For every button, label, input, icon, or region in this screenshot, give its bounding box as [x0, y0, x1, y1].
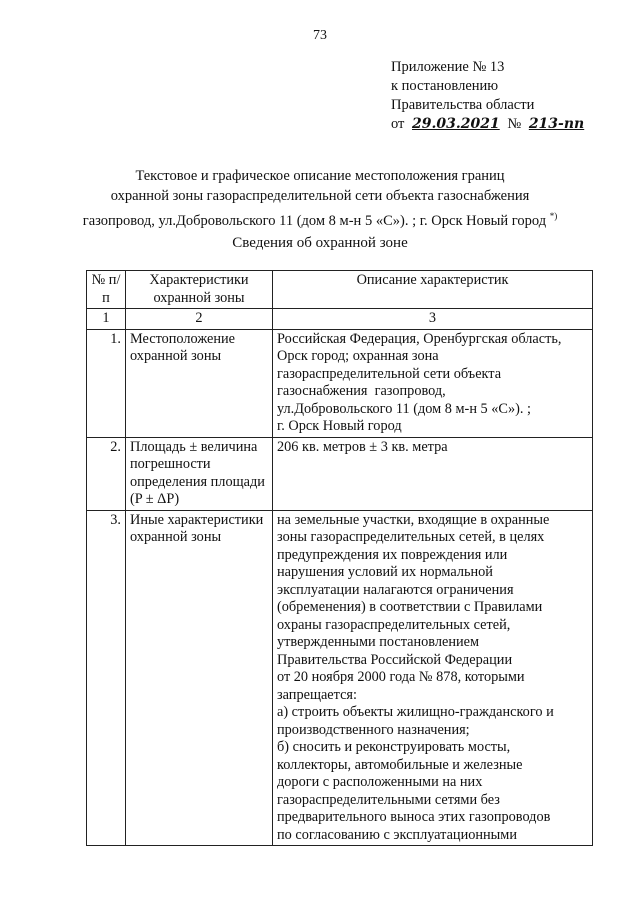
desc-line: предварительного выноса этих газопроводов [277, 809, 551, 825]
title-line: охранной зоны газораспределительной сети объекта газоснабжения [110, 188, 530, 204]
header-number: № п/п [87, 271, 126, 309]
desc-line: газоснабжения газопровод, [277, 383, 446, 399]
header-characteristics: Характеристики охранной зоны [126, 271, 273, 309]
desc-line: коллекторы, автомобильные и железные [277, 756, 523, 773]
desc-line: утвержденными постановлением [277, 634, 480, 650]
row-name: Местоположение охранной зоны [126, 329, 273, 437]
row-number: 2. [87, 437, 126, 510]
desc-line: газораспределительной сети объекта [277, 365, 502, 382]
desc-line: нарушения условий их нормальной [277, 564, 493, 580]
row-description [273, 510, 593, 846]
desc-line: эксплуатации налагаются ограничения [277, 581, 514, 598]
title-line: Текстовое и графическое описание местоположения границ [135, 168, 505, 184]
table-row [87, 510, 593, 846]
number-label: № [507, 116, 522, 132]
desc-line: (обременения) в соответствии с Правилами [277, 599, 543, 615]
desc-line: от 20 ноября 2000 года № 878, которыми [277, 669, 525, 685]
appendix-line: Приложение № 13 [391, 59, 505, 75]
zone-info-table [86, 270, 593, 846]
row-number: 3. [87, 510, 126, 846]
desc-line: 206 кв. метров ± 3 кв. метра [277, 438, 448, 455]
desc-line: на земельные участки, входящие в охранные [277, 511, 550, 528]
title-line [20, 206, 620, 231]
desc-line: производственного назначения; [277, 721, 470, 738]
appendix-line: Правительства области [391, 97, 535, 113]
row-number: 1. [87, 329, 126, 437]
index-cell: 1 [87, 309, 126, 330]
desc-line: по согласованию с эксплуатационными [277, 826, 517, 843]
appendix-header [391, 58, 588, 134]
desc-line: газораспределительными сетями без [277, 791, 500, 808]
page-number: 73 [313, 28, 327, 43]
table-index-row [87, 309, 593, 330]
title-line-text: газопровод, ул.Добровольского 11 (дом 8 м-н 5 «С»). ; г. Орск Новый город [82, 212, 547, 229]
row-name: Иные характеристики охранной зоны [126, 510, 273, 846]
handwritten-date: 29.03.2021 [412, 116, 500, 132]
row-name: Площадь ± величина погрешности определения площади (P ± ΔP) [126, 437, 273, 510]
table-row [87, 437, 593, 510]
header-description: Описание характеристик [273, 271, 593, 309]
desc-line: запрещается: [277, 686, 357, 703]
footnote-mark: *) [549, 211, 558, 221]
desc-line: дороги с расположенными на них [277, 774, 483, 790]
document-title [20, 166, 620, 231]
desc-line: Орск город; охранная зона [277, 348, 439, 364]
desc-line: б) сносить и реконструировать мосты, [277, 739, 511, 755]
appendix-date-line [391, 115, 588, 134]
desc-line: ул.Добровольского 11 (дом 8 м-н 5 «С»). ; [277, 400, 531, 417]
desc-line: Российская Федерация, Оренбургская область, [277, 330, 562, 347]
desc-line: Правительства Российской Федерации [277, 651, 513, 668]
index-cell: 3 [273, 309, 593, 330]
row-description [273, 329, 593, 437]
desc-line: зоны газораспределительных сетей, в целях [277, 529, 545, 545]
table-row [87, 329, 593, 437]
desc-line: г. Орск Новый город [277, 418, 402, 434]
desc-line: а) строить объекты жилищно-гражданского и [277, 704, 554, 720]
table-header-row [87, 271, 593, 309]
appendix-line: к постановлению [391, 78, 499, 94]
from-label: от [391, 116, 405, 132]
desc-line: охраны газораспределительных сетей, [277, 616, 511, 633]
section-subtitle: Сведения об охранной зоне [232, 235, 408, 251]
handwritten-number: 213-пп [528, 116, 585, 132]
row-description [273, 437, 593, 510]
desc-line: предупреждения их повреждения или [277, 546, 508, 563]
index-cell: 2 [126, 309, 273, 330]
